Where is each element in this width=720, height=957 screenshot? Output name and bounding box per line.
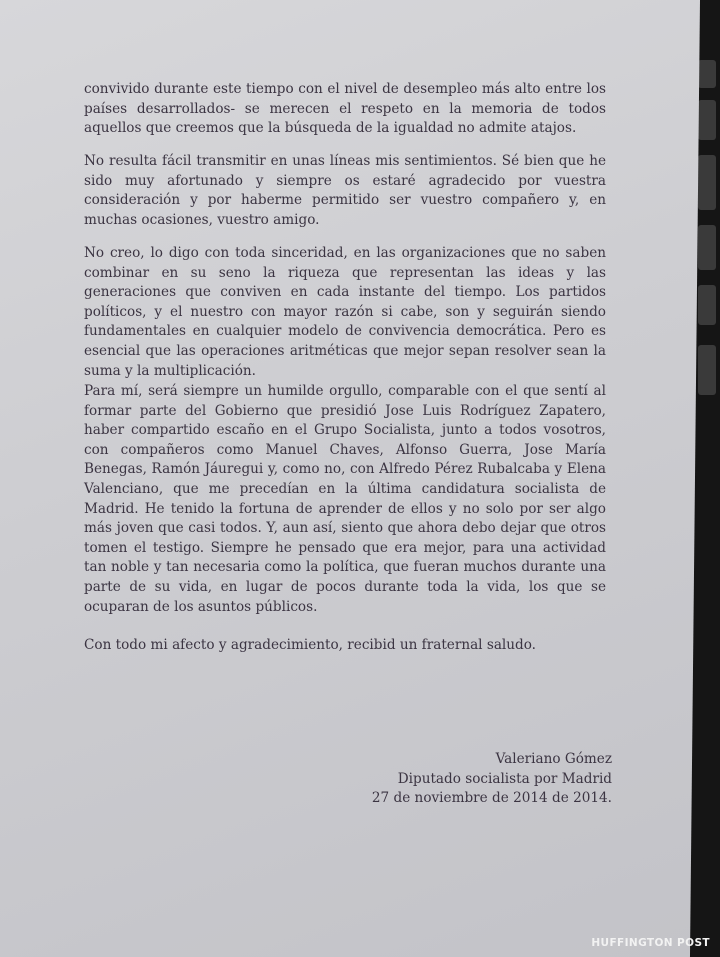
closing-line: Con todo mi afecto y agradecimiento, recibid un fraternal saludo. xyxy=(84,637,537,653)
keyboard-key xyxy=(698,225,716,270)
signature-date: 27 de noviembre de 2014 de 2014. xyxy=(371,790,612,807)
keyboard-key xyxy=(698,100,716,140)
signature-title: Diputado socialista por Madrid xyxy=(397,770,612,787)
keyboard-key xyxy=(698,345,716,395)
paragraph-2: No resulta fácil transmitir en unas líneas mis sentimientos. Sé bien que he sido muy afortunado y siempre os estaré agradecido por vuestra consideración y por haberme permitido ser vuestro compañero y, en muchas ocasiones, vuestro amigo. xyxy=(84,153,606,228)
paragraph-4: Para mí, será siempre un humilde orgullo, comparable con el que sentí al formar parte del Gobierno que presidió Jose Luis Rodríguez Zapatero, haber compartido escaño en el Grupo Socialista, junto a todos vosotros, con compañeros como Manuel Chaves, Alfonso Guerra, Jose María Benegas, Ramón Jáuregui y, como no, con Alfredo Pérez Rubalcaba y Elena Valenciano, que me precedían en la última candidatura socialista de Madrid. He tenido la fortuna de aprender de ellos y no solo por ser algo más joven que casi todos. Y, aun así, siento que ahora debo dejar que otros tomen el testigo. Siempre he pensado que era mejor, para una actividad tan noble y tan necesaria como la política, que fueran muchos durante una parte de su vida, en lugar de pocos durante toda la vida, los que se ocuparan de los asuntos públicos. xyxy=(84,383,606,615)
keyboard-key xyxy=(698,155,716,210)
signature-block xyxy=(252,750,612,809)
signature-name: Valeriano Gómez xyxy=(495,751,612,767)
keyboard-key xyxy=(698,60,716,88)
watermark: HUFFINGTON POST xyxy=(591,937,710,949)
paragraph-1: convivido durante este tiempo con el nivel de desempleo más alto entre los países desarrollados- se merecen el respeto en la memoria de todos aquellos que creemos que la búsqueda de la igualdad no admite atajos. xyxy=(84,81,606,137)
keyboard-key xyxy=(698,285,716,325)
paragraph-3: No creo, lo digo con toda sinceridad, en las organizaciones que no saben combinar en su seno la riqueza que representan las ideas y las generaciones que conviven en cada instante del tiempo. Los partidos políticos, y el nuestro con mayor razón si cabe, son y seguirán siendo fundamentales en cualquier modelo de convivencia democrática. Pero es esencial que las operaciones aritméticas que mejor sepan resolver sean la suma y la multiplicación. xyxy=(84,245,606,379)
